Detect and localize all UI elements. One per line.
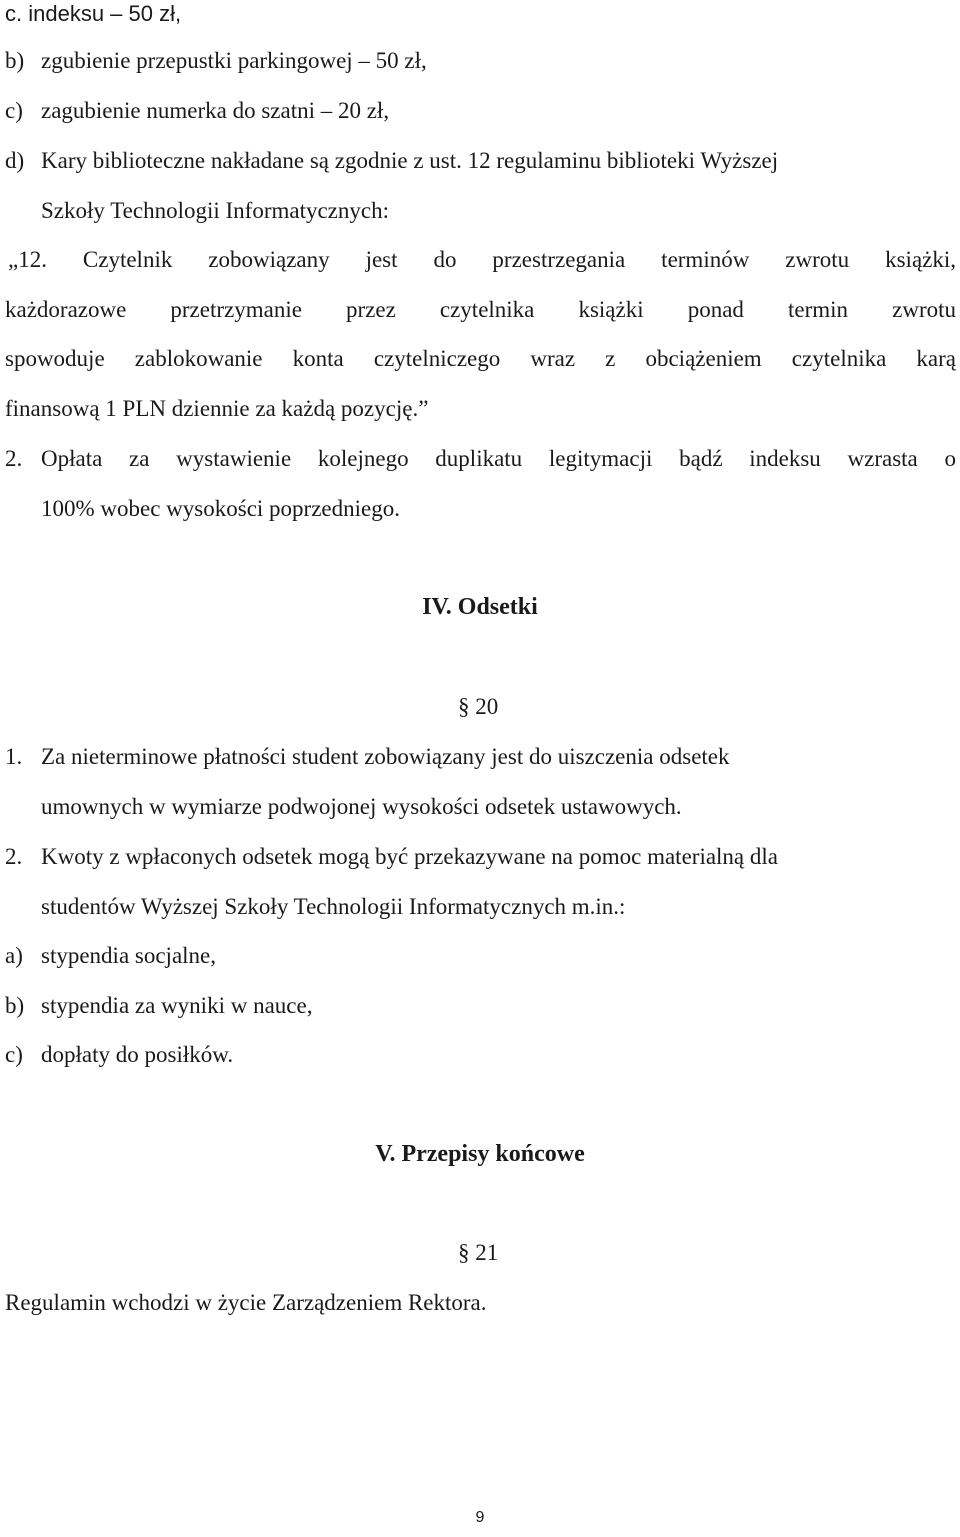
list-label: 1.: [5, 744, 23, 769]
list-label: d): [5, 148, 25, 173]
list-item: [5, 97, 389, 125]
list-label: 2.: [5, 446, 23, 471]
list-text: Opłata za wystawienie kolejnego duplikatu legitymacji bądź indeksu wzrasta o: [41, 446, 956, 471]
list-item: c. indeksu – 50 zł,: [5, 1, 182, 26]
list-text: zagubienie numerka do szatni – 20 zł,: [41, 98, 390, 123]
list-item: [5, 445, 956, 473]
list-text: Kwoty z wpłaconych odsetek mogą być przekazywane na pomoc materialną dla: [41, 844, 778, 869]
list-label: c): [5, 1042, 23, 1067]
list-text: stypendia za wyniki w nauce,: [41, 993, 313, 1018]
page-number: 9: [475, 1509, 485, 1526]
section-heading: IV. Odsetki: [422, 594, 538, 620]
list-label: 2.: [5, 844, 23, 869]
quote-line: spowoduje zablokowanie konta czytelniczego wraz z obciążeniem czytelnika karą: [5, 346, 956, 371]
paragraph-mark: § 20: [458, 694, 499, 719]
list-item: [5, 942, 216, 970]
text-line: Szkoły Technologii Informatycznych:: [41, 198, 389, 223]
list-label: b): [5, 48, 25, 73]
list-text: zgubienie przepustki parkingowej – 50 zł,: [41, 48, 427, 73]
list-label: a): [5, 943, 23, 968]
text-line: 100% wobec wysokości poprzedniego.: [41, 496, 400, 521]
text-line: umownych w wymiarze podwojonej wysokości odsetek ustawowych.: [41, 794, 682, 819]
list-text: stypendia socjalne,: [41, 943, 217, 968]
list-text: dopłaty do posiłków.: [41, 1042, 234, 1067]
quote-line: finansową 1 PLN dziennie za każdą pozycję.”: [5, 396, 429, 421]
list-item: [5, 743, 730, 771]
list-label: c): [5, 98, 23, 123]
paragraph-mark: § 21: [458, 1240, 499, 1265]
section-heading: V. Przepisy końcowe: [375, 1141, 585, 1167]
quote-line: „12. Czytelnik zobowiązany jest do przestrzegania terminów zwrotu książki,: [8, 247, 956, 272]
list-item: [5, 147, 778, 175]
quote-line: każdorazowe przetrzymanie przez czytelnika książki ponad termin zwrotu: [5, 297, 956, 322]
list-item: [5, 843, 778, 871]
list-text: Kary biblioteczne nakładane są zgodnie z ust. 12 regulaminu biblioteki Wyższej: [41, 148, 779, 173]
list-item: [5, 47, 427, 75]
list-text: Za nieterminowe płatności student zobowiązany jest do uiszczenia odsetek: [41, 744, 730, 769]
text-line: Regulamin wchodzi w życie Zarządzeniem Rektora.: [5, 1290, 487, 1315]
list-item: [5, 1041, 233, 1069]
text-line: studentów Wyższej Szkoły Technologii Informatycznych m.in.:: [41, 894, 626, 919]
list-item: [5, 992, 312, 1020]
list-label: b): [5, 993, 25, 1018]
